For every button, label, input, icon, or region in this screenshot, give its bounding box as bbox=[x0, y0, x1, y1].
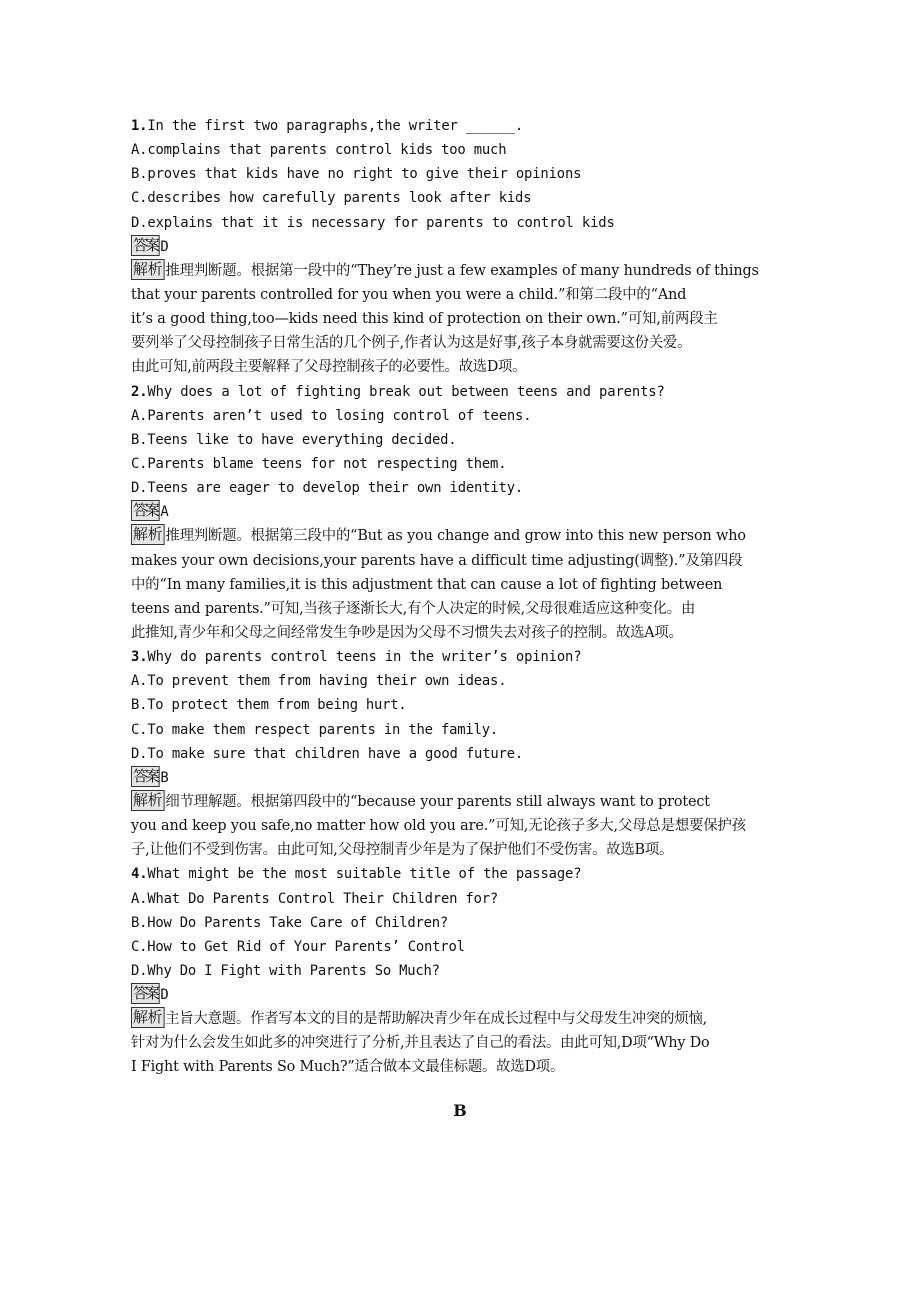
analysis-text: you and keep you safe,no matter how old you are.”可知,无论孩子多大,父母总是想要保护孩 bbox=[131, 818, 746, 835]
answer-option: B.How Do Parents Take Care of Children? bbox=[131, 914, 449, 931]
answer-option: C.How to Get Rid of Your Parents’ Control bbox=[131, 938, 465, 955]
analysis-line bbox=[131, 790, 823, 814]
answer-option: D.Why Do I Fight with Parents So Much? bbox=[131, 962, 440, 979]
question-number: 1. bbox=[131, 118, 148, 134]
answer-option: B.To protect them from being hurt. bbox=[131, 697, 407, 714]
analysis-line bbox=[131, 814, 823, 838]
analysis-line bbox=[131, 283, 823, 307]
question-number: 4. bbox=[131, 866, 148, 883]
answer-option: B.Teens like to have everything decided. bbox=[131, 431, 457, 448]
question-stem bbox=[131, 380, 823, 404]
analysis-text: 此推知,青少年和父母之间经常发生争吵是因为父母不习惯失去对孩子的控制。故选A项。 bbox=[131, 624, 683, 641]
answer-option: A.Parents aren’t used to losing control of teens. bbox=[131, 407, 532, 424]
answer-option: B.proves that kids have no right to give their opinions bbox=[131, 166, 582, 183]
analysis-text: 子,让他们不受到伤害。由此可知,父母控制青少年是为了保护他们不受伤害。故选B项。 bbox=[131, 842, 674, 859]
answer-line bbox=[131, 235, 823, 259]
analysis-line bbox=[131, 621, 823, 645]
analysis-text: that your parents controlled for you when you were a child.”和第二段中的“And bbox=[131, 286, 687, 303]
analysis-text: 推理判断题。根据第一段中的“They’re just a few examples of many hundreds of things bbox=[165, 262, 759, 279]
question-number: 3. bbox=[131, 649, 148, 666]
answer-option: D.To make sure that children have a good future. bbox=[131, 745, 524, 762]
question-block bbox=[131, 862, 831, 1079]
analysis-text: 主旨大意题。作者写本文的目的是帮助解决青少年在成长过程中与父母发生冲突的烦恼, bbox=[165, 1011, 707, 1028]
answer-option: A.complains that parents control kids too much bbox=[131, 142, 507, 159]
question-block bbox=[131, 380, 831, 646]
question-stem bbox=[131, 114, 823, 138]
answer-option: D.Teens are eager to develop their own identity. bbox=[131, 480, 524, 497]
analysis-line bbox=[131, 331, 823, 355]
analysis-text: 推理判断题。根据第三段中的“But as you change and grow into this new person who bbox=[165, 528, 746, 545]
answer-option: A.What Do Parents Control Their Children for? bbox=[131, 890, 499, 907]
answer-value: D bbox=[160, 238, 167, 255]
answer-tag: 答案 bbox=[132, 984, 158, 1003]
question-stem bbox=[131, 862, 823, 886]
answer-line bbox=[131, 500, 823, 524]
answer-tag: 答案 bbox=[132, 766, 158, 785]
analysis-line bbox=[131, 524, 823, 548]
analysis-line bbox=[131, 549, 823, 573]
analysis-tag: 解析 bbox=[132, 259, 163, 278]
question-block bbox=[131, 114, 831, 380]
answer-value: D bbox=[160, 987, 167, 1004]
analysis-line bbox=[131, 1055, 823, 1079]
answer-tag: 答案 bbox=[132, 235, 158, 254]
question-text: What might be the most suitable title of the passage? bbox=[147, 866, 582, 883]
question-text: Why does a lot of fighting break out between teens and parents? bbox=[147, 383, 665, 400]
analysis-text: makes your own decisions,your parents have a difficult time adjusting(调整).”及第四段 bbox=[131, 552, 743, 569]
section-heading: B bbox=[453, 1101, 467, 1120]
analysis-line bbox=[131, 355, 823, 379]
analysis-text: teens and parents.”可知,当孩子逐渐长大,有个人决定的时候,父母很难适应这种变化。由 bbox=[131, 600, 696, 617]
analysis-line bbox=[131, 307, 823, 331]
answer-value: A bbox=[160, 504, 167, 521]
analysis-tag: 解析 bbox=[132, 525, 163, 544]
analysis-text: 针对为什么会发生如此多的冲突进行了分析,并且表达了自己的看法。由此可知,D项“Why Do bbox=[131, 1035, 710, 1052]
answer-line bbox=[131, 983, 823, 1007]
answer-line bbox=[131, 766, 823, 790]
answer-value: B bbox=[160, 769, 167, 786]
analysis-text: 中的“In many families,it is this adjustment that can cause a lot of fighting between bbox=[131, 576, 723, 593]
question-list bbox=[131, 114, 831, 1080]
question-text: In the first two paragraphs,the writer ______. bbox=[147, 118, 524, 134]
analysis-text: 由此可知,前两段主要解释了父母控制孩子的必要性。故选D项。 bbox=[131, 359, 527, 376]
analysis-text: I Fight with Parents So Much?”适合做本文最佳标题。故选D项。 bbox=[131, 1059, 565, 1076]
answer-option: C.describes how carefully parents look after kids bbox=[131, 190, 532, 207]
analysis-line bbox=[131, 1007, 823, 1031]
question-block bbox=[131, 645, 831, 862]
answer-option: C.To make them respect parents in the family. bbox=[131, 721, 499, 738]
analysis-tag: 解析 bbox=[132, 1008, 163, 1027]
analysis-line bbox=[131, 259, 823, 283]
answer-option: A.To prevent them from having their own ideas. bbox=[131, 673, 507, 690]
analysis-line bbox=[131, 573, 823, 597]
analysis-line bbox=[131, 1031, 823, 1055]
answer-option: C.Parents blame teens for not respecting them. bbox=[131, 455, 507, 472]
question-stem bbox=[131, 645, 823, 669]
analysis-text: 细节理解题。根据第四段中的“because your parents still always want to protect bbox=[165, 793, 710, 810]
analysis-text: it’s a good thing,too—kids need this kind of protection on their own.”可知,前两段主 bbox=[131, 311, 718, 328]
analysis-line bbox=[131, 597, 823, 621]
analysis-tag: 解析 bbox=[132, 790, 163, 809]
question-text: Why do parents control teens in the writer’s opinion? bbox=[147, 649, 582, 666]
answer-tag: 答案 bbox=[132, 501, 158, 520]
analysis-line bbox=[131, 838, 823, 862]
analysis-text: 要列举了父母控制孩子日常生活的几个例子,作者认为这是好事,孩子本身就需要这份关爱。 bbox=[131, 335, 692, 352]
answer-option: D.explains that it is necessary for parents to control kids bbox=[131, 214, 615, 231]
question-number: 2. bbox=[131, 383, 148, 400]
